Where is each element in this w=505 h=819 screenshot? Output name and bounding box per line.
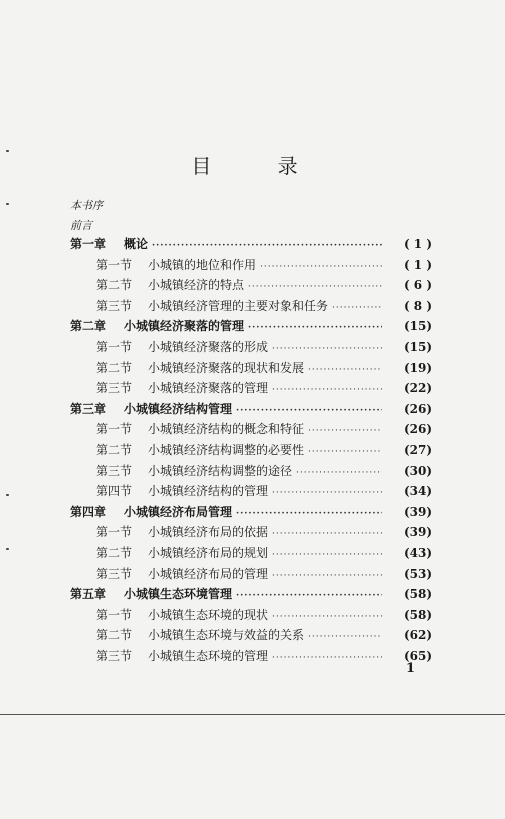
toc-section-row <box>70 256 432 277</box>
front-matter-preface: 本书序 <box>70 199 103 212</box>
scan-speck <box>6 203 9 205</box>
toc-entry-page: (65) <box>403 648 432 663</box>
toc-entry-title: 小城镇的地位和作用 <box>148 257 257 272</box>
toc-leader-dots <box>272 612 382 622</box>
toc-leader-dots <box>296 468 382 478</box>
toc-section-row <box>70 626 432 647</box>
toc-entry-title: 小城镇经济的特点 <box>148 278 245 293</box>
toc-section-row <box>70 359 432 380</box>
toc-entry-title: 小城镇生态环境的现状 <box>148 607 269 622</box>
toc-entry-title: 小城镇经济结构调整的必要性 <box>148 442 305 457</box>
toc-chapter-row <box>70 317 432 338</box>
toc-entry-number: 第二节 <box>96 360 133 375</box>
toc-leader-dots <box>272 529 382 539</box>
toc-entry-number: 第三节 <box>96 298 133 313</box>
toc-entry-page: (22) <box>403 381 432 396</box>
toc-entry-page: (26) <box>403 401 432 416</box>
toc-leader-dots <box>236 509 382 519</box>
toc-chapter-row <box>70 503 432 524</box>
toc-section-row <box>70 276 432 297</box>
scan-speck <box>6 494 9 496</box>
toc-leader-dots <box>272 344 382 354</box>
toc-leader-dots <box>272 550 382 560</box>
toc-section-row <box>70 647 432 668</box>
toc-entry-page: (27) <box>403 442 432 457</box>
toc-entry-title: 小城镇经济布局管理 <box>124 504 233 519</box>
toc-entry-number: 第三章 <box>70 401 107 416</box>
toc-entry-page: ( 6 ) <box>403 278 432 293</box>
toc-leader-dots <box>248 323 382 333</box>
toc-entry-number: 第三节 <box>96 463 133 478</box>
toc-leader-dots <box>308 365 382 375</box>
toc-section-row <box>70 462 432 483</box>
toc-entry-page: (39) <box>403 504 432 519</box>
toc-entry-page: (53) <box>403 566 432 581</box>
toc-chapter-row <box>70 400 432 421</box>
toc-entry-number: 第一节 <box>96 339 133 354</box>
toc-entry-number: 第一节 <box>96 257 133 272</box>
toc-leader-dots <box>308 447 382 457</box>
toc-section-row <box>70 606 432 627</box>
toc-entry-number: 第一节 <box>96 525 133 540</box>
toc-entry-title: 小城镇经济结构的管理 <box>148 484 269 499</box>
toc-entry-title: 小城镇经济聚落的管理 <box>148 381 269 396</box>
toc-entry-number: 第二节 <box>96 442 133 457</box>
toc-entry-number: 第二节 <box>96 545 133 560</box>
toc-entry-number: 第三节 <box>96 381 133 396</box>
toc-entry-title: 小城镇经济结构的概念和特征 <box>148 422 305 437</box>
toc-entry-title: 小城镇经济布局的依据 <box>148 525 269 540</box>
toc-leader-dots <box>248 282 382 292</box>
toc-entry-page: (34) <box>403 484 432 499</box>
toc-entry-page: ( 1 ) <box>403 237 432 251</box>
toc-entry-page: (62) <box>403 628 432 643</box>
toc-entry-title: 小城镇经济布局的规划 <box>148 545 269 560</box>
toc-section-row <box>70 420 432 441</box>
toc-entry-title: 小城镇经济聚落的管理 <box>124 319 245 334</box>
toc-leader-dots <box>272 571 382 581</box>
toc-leader-dots <box>272 385 382 395</box>
toc-entry-number: 第三节 <box>96 566 133 581</box>
toc-leader-dots <box>308 426 382 436</box>
toc-entry-number: 第四章 <box>70 504 107 519</box>
toc-section-row <box>70 523 432 544</box>
toc-entry-page: (58) <box>403 587 432 602</box>
bottom-rule <box>0 714 505 715</box>
toc-entry-title: 小城镇生态环境的管理 <box>148 648 269 663</box>
toc-entry-page: (26) <box>403 422 432 437</box>
toc-section-row <box>70 441 432 462</box>
toc-leader-dots <box>152 241 382 251</box>
toc-entry-page: (39) <box>403 525 432 540</box>
toc-entry-number: 第二节 <box>96 628 133 643</box>
page-number: 1 <box>406 661 416 676</box>
toc-entry-title: 小城镇经济聚落的现状和发展 <box>148 360 305 375</box>
toc-section-row <box>70 544 432 565</box>
toc-entry-page: ( 8 ) <box>403 298 432 313</box>
front-matter-foreword: 前言 <box>70 219 92 232</box>
toc-entry-number: 第四节 <box>96 484 133 499</box>
toc-section-row <box>70 565 432 586</box>
toc-leader-dots <box>272 488 382 498</box>
toc-leader-dots <box>308 632 382 642</box>
toc-entry-number: 第二节 <box>96 278 133 293</box>
toc-leader-dots <box>236 591 382 601</box>
toc-leader-dots <box>272 653 382 663</box>
table-of-contents <box>70 235 432 667</box>
toc-entry-number: 第一章 <box>70 237 107 251</box>
toc-entry-title: 小城镇生态环境管理 <box>124 587 233 602</box>
toc-entry-title: 小城镇生态环境与效益的关系 <box>148 628 305 643</box>
toc-chapter-row <box>70 235 432 256</box>
toc-entry-page: ( 1 ) <box>403 257 432 272</box>
toc-entry-page: (15) <box>403 339 432 354</box>
toc-entry-page: (58) <box>403 607 432 622</box>
toc-section-row <box>70 379 432 400</box>
toc-entry-page: (30) <box>403 463 432 478</box>
toc-entry-number: 第一节 <box>96 607 133 622</box>
toc-entry-number: 第二章 <box>70 319 107 334</box>
page-title: 目 录 <box>191 154 328 178</box>
toc-section-row <box>70 297 432 318</box>
toc-entry-page: (43) <box>403 545 432 560</box>
toc-section-row <box>70 338 432 359</box>
toc-entry-title: 小城镇经济结构管理 <box>124 401 233 416</box>
toc-entry-title: 小城镇经济布局的管理 <box>148 566 269 581</box>
toc-entry-title: 小城镇经济管理的主要对象和任务 <box>148 298 329 313</box>
scan-speck <box>6 548 9 550</box>
toc-entry-title: 概论 <box>124 237 149 251</box>
toc-chapter-row <box>70 585 432 606</box>
toc-entry-title: 小城镇经济结构调整的途径 <box>148 463 293 478</box>
toc-leader-dots <box>332 303 382 313</box>
toc-leader-dots <box>260 262 382 272</box>
toc-entry-page: (15) <box>403 319 432 334</box>
toc-entry-number: 第五章 <box>70 587 107 602</box>
toc-entry-title: 小城镇经济聚落的形成 <box>148 339 269 354</box>
toc-entry-number: 第一节 <box>96 422 133 437</box>
scan-speck <box>6 150 9 152</box>
toc-section-row <box>70 482 432 503</box>
toc-leader-dots <box>236 406 382 416</box>
toc-entry-number: 第三节 <box>96 648 133 663</box>
toc-entry-page: (19) <box>403 360 432 375</box>
